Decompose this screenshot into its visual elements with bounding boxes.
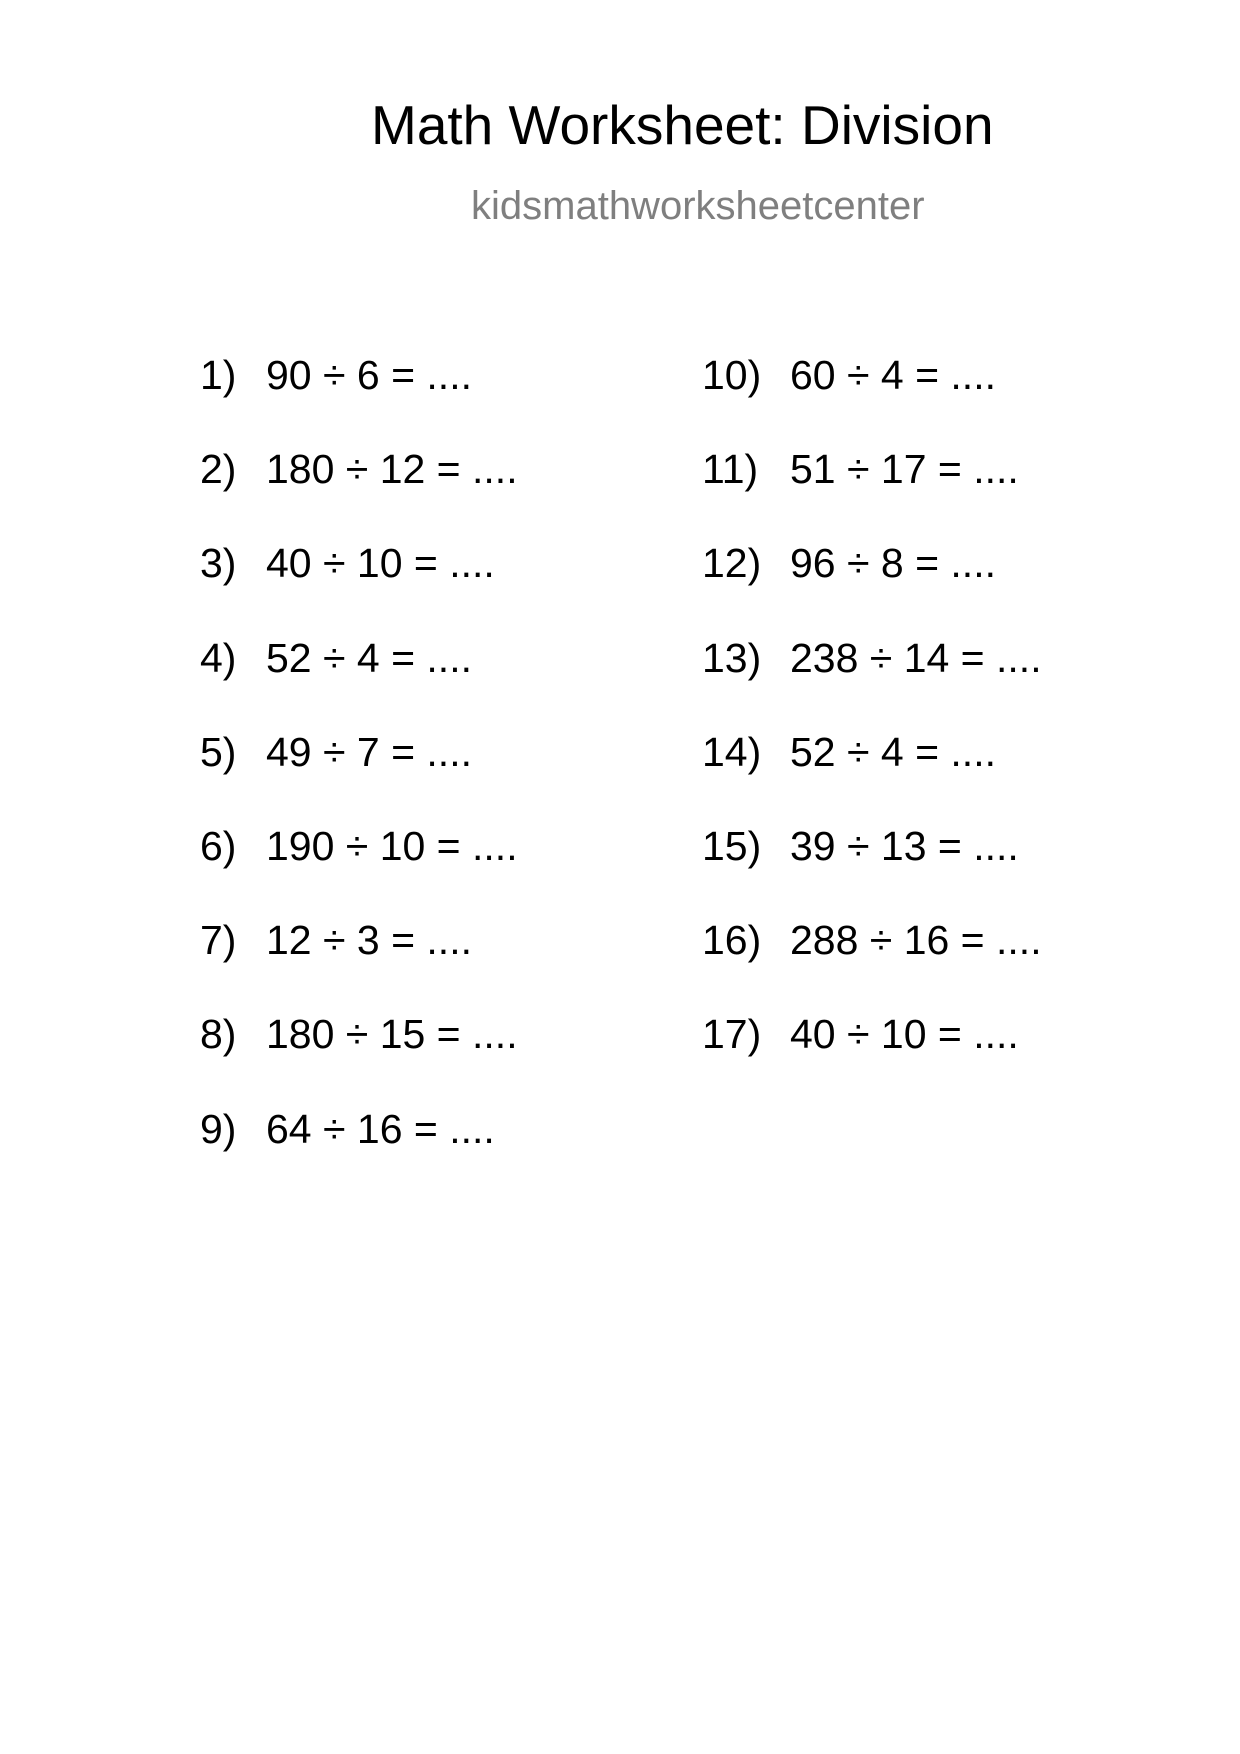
problem-number: 2) bbox=[200, 446, 237, 492]
problem-17 bbox=[702, 1011, 1019, 1057]
problem-expression: 60 ÷ 4 = .... bbox=[790, 352, 996, 398]
problem-16 bbox=[702, 917, 1042, 963]
problem-number: 6) bbox=[200, 823, 237, 869]
problem-number: 3) bbox=[200, 540, 237, 586]
problem-6 bbox=[200, 823, 518, 869]
problem-expression: 49 ÷ 7 = .... bbox=[266, 729, 472, 775]
problem-number: 15) bbox=[702, 823, 762, 869]
problem-4 bbox=[200, 635, 472, 681]
problem-number: 17) bbox=[702, 1011, 762, 1057]
problem-expression: 39 ÷ 13 = .... bbox=[790, 823, 1019, 869]
page-subtitle: kidsmathworksheetcenter bbox=[471, 184, 925, 228]
problem-7 bbox=[200, 917, 472, 963]
problem-number: 1) bbox=[200, 352, 237, 398]
problem-number: 5) bbox=[200, 729, 237, 775]
problem-expression: 90 ÷ 6 = .... bbox=[266, 352, 472, 398]
problem-number: 10) bbox=[702, 352, 762, 398]
problem-10 bbox=[702, 352, 996, 398]
problem-1 bbox=[200, 352, 472, 398]
problem-3 bbox=[200, 540, 495, 586]
problem-number: 14) bbox=[702, 729, 762, 775]
problem-expression: 238 ÷ 14 = .... bbox=[790, 635, 1042, 681]
page-title: Math Worksheet: Division bbox=[371, 94, 994, 156]
problem-expression: 180 ÷ 15 = .... bbox=[266, 1011, 518, 1057]
problem-15 bbox=[702, 823, 1019, 869]
problem-2 bbox=[200, 446, 518, 492]
problem-number: 7) bbox=[200, 917, 237, 963]
problem-expression: 190 ÷ 10 = .... bbox=[266, 823, 518, 869]
problem-number: 13) bbox=[702, 635, 762, 681]
problem-expression: 288 ÷ 16 = .... bbox=[790, 917, 1042, 963]
problem-12 bbox=[702, 540, 996, 586]
problem-9 bbox=[200, 1106, 495, 1152]
problem-expression: 52 ÷ 4 = .... bbox=[266, 635, 472, 681]
problem-13 bbox=[702, 635, 1042, 681]
problem-number: 4) bbox=[200, 635, 237, 681]
problem-5 bbox=[200, 729, 472, 775]
problem-expression: 52 ÷ 4 = .... bbox=[790, 729, 996, 775]
problem-expression: 51 ÷ 17 = .... bbox=[790, 446, 1019, 492]
problem-expression: 96 ÷ 8 = .... bbox=[790, 540, 996, 586]
problem-number: 9) bbox=[200, 1106, 237, 1152]
problem-number: 11) bbox=[702, 446, 759, 492]
problem-expression: 40 ÷ 10 = .... bbox=[790, 1011, 1019, 1057]
problem-8 bbox=[200, 1011, 518, 1057]
problem-number: 16) bbox=[702, 917, 762, 963]
problem-number: 12) bbox=[702, 540, 762, 586]
problem-number: 8) bbox=[200, 1011, 237, 1057]
problem-11 bbox=[702, 446, 1019, 492]
problem-expression: 40 ÷ 10 = .... bbox=[266, 540, 495, 586]
problem-expression: 180 ÷ 12 = .... bbox=[266, 446, 518, 492]
problem-expression: 64 ÷ 16 = .... bbox=[266, 1106, 495, 1152]
problem-14 bbox=[702, 729, 996, 775]
problem-expression: 12 ÷ 3 = .... bbox=[266, 917, 472, 963]
